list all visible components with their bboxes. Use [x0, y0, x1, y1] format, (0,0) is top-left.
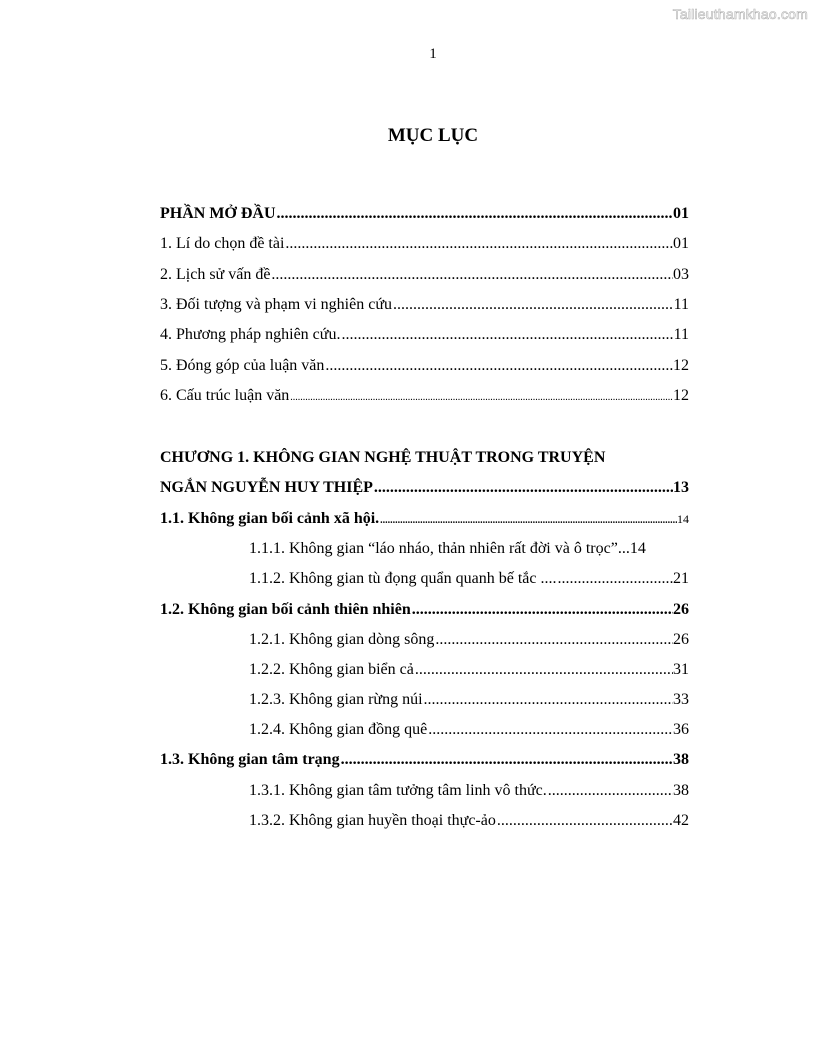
toc-entry[interactable] — [160, 293, 689, 317]
toc-subsection[interactable] — [249, 779, 689, 803]
toc-leader-dots — [340, 323, 673, 347]
toc-page-number: 42 — [673, 812, 689, 829]
toc-subsection[interactable] — [249, 718, 689, 742]
toc-entry-label: 1.2. Không gian bối cảnh thiên nhiên — [160, 601, 411, 618]
toc-subsection[interactable] — [249, 658, 689, 682]
toc-entry-label: NGẮN NGUYỄN HUY THIỆP — [160, 479, 373, 496]
toc-leader-dots — [289, 386, 673, 410]
toc-page-number: 03 — [673, 266, 689, 283]
toc-leader-dots — [324, 354, 673, 378]
toc-entry-label: 1.3. Không gian tâm trạng — [160, 751, 340, 768]
toc-page-number: 26 — [673, 601, 689, 618]
toc-page-number: 38 — [673, 782, 689, 799]
toc-entry-label: 6. Cấu trúc luận văn — [160, 387, 290, 404]
toc-leader-dots — [423, 688, 673, 712]
toc-page-number: 21 — [673, 570, 689, 587]
toc-entry-label: 5. Đóng góp của luận văn — [160, 357, 325, 374]
toc-entry-label: 3. Đối tượng và phạm vi nghiên cứu — [160, 296, 392, 313]
toc-section[interactable] — [160, 748, 689, 772]
toc-entry-label: 1.1.2. Không gian tù đọng quẩn quanh bế tắc .... — [249, 570, 557, 587]
toc-page-number: 13 — [673, 479, 689, 496]
toc-leader-dots — [276, 202, 673, 226]
toc-page-number: 14 — [677, 512, 689, 526]
toc-entry-label: 2. Lịch sử vấn đề — [160, 266, 271, 283]
toc-entry[interactable] — [160, 232, 689, 256]
toc-page-number: ...14 — [617, 540, 646, 557]
toc-leader-dots — [434, 628, 673, 652]
toc-chapter-heading[interactable]: CHƯƠNG 1. KHÔNG GIAN NGHỆ THUẬT TRONG TRUYỆN — [160, 449, 606, 466]
toc-section[interactable] — [160, 507, 689, 531]
toc-chapter-heading-cont[interactable] — [160, 476, 689, 500]
toc-leader-dots — [427, 718, 673, 742]
toc-subsection[interactable] — [249, 537, 689, 561]
toc-leader-dots — [284, 232, 673, 256]
toc-page-number: 12 — [673, 387, 689, 404]
toc-page-number: 01 — [673, 235, 689, 252]
toc-entry[interactable] — [160, 323, 689, 347]
toc-entry-label: 1.2.3. Không gian rừng núi — [249, 691, 423, 708]
toc-entry-label: 1.2.2. Không gian biển cả — [249, 661, 414, 678]
toc-leader-dots — [557, 567, 674, 591]
toc-leader-dots — [414, 658, 673, 682]
toc-entry-label: 1.2.1. Không gian dòng sông — [249, 631, 435, 648]
toc-leader-dots — [379, 509, 677, 533]
toc-leader-dots — [411, 598, 673, 622]
page-title: MỤC LỤC — [387, 125, 479, 146]
toc-section-intro[interactable] — [160, 202, 689, 226]
toc-page-number: 11 — [673, 326, 689, 343]
toc-page-number: 31 — [673, 661, 689, 678]
toc-leader-dots — [270, 263, 673, 287]
toc-leader-dots — [392, 293, 674, 317]
toc-subsection[interactable] — [249, 628, 689, 652]
toc-entry-label: PHẦN MỞ ĐẦU — [160, 205, 276, 222]
toc-subsection[interactable] — [249, 809, 689, 833]
toc-entry-label: 1.3.2. Không gian huyền thoại thực-ảo — [249, 812, 496, 829]
toc-leader-dots — [547, 779, 673, 803]
toc-entry-label: 1.2.4. Không gian đồng quê — [249, 721, 428, 738]
toc-entry-label: 1.3.1. Không gian tâm tưởng tâm linh vô thức. — [249, 782, 547, 799]
toc-entry[interactable] — [160, 354, 689, 378]
toc-entry-label: 1.1.1. Không gian “láo nháo, thản nhiên rất đời và ô trọc” — [249, 540, 618, 557]
toc-page-number: 38 — [673, 751, 689, 768]
page-number: 1 — [429, 46, 437, 62]
toc-entry-label: 4. Phương pháp nghiên cứu. — [160, 326, 341, 343]
toc-subsection[interactable] — [249, 567, 689, 591]
toc-page-number: 26 — [673, 631, 689, 648]
toc-entry[interactable] — [160, 384, 689, 408]
toc-page-number: 12 — [673, 357, 689, 374]
toc-page-number: 36 — [673, 721, 689, 738]
toc-leader-dots — [340, 748, 673, 772]
toc-entry-label: 1. Lí do chọn đề tài — [160, 235, 285, 252]
toc-page-number: 01 — [673, 205, 689, 222]
toc-leader-dots — [373, 476, 673, 500]
toc-entry-label: 1.1. Không gian bối cảnh xã hội. — [160, 510, 380, 527]
toc-entry[interactable] — [160, 263, 689, 287]
toc-section[interactable] — [160, 598, 689, 622]
watermark: Tailieuthamkhao.com — [672, 6, 808, 22]
toc-subsection[interactable] — [249, 688, 689, 712]
toc-page-number: 33 — [673, 691, 689, 708]
toc-page-number: 11 — [673, 296, 689, 313]
toc-leader-dots — [496, 809, 673, 833]
